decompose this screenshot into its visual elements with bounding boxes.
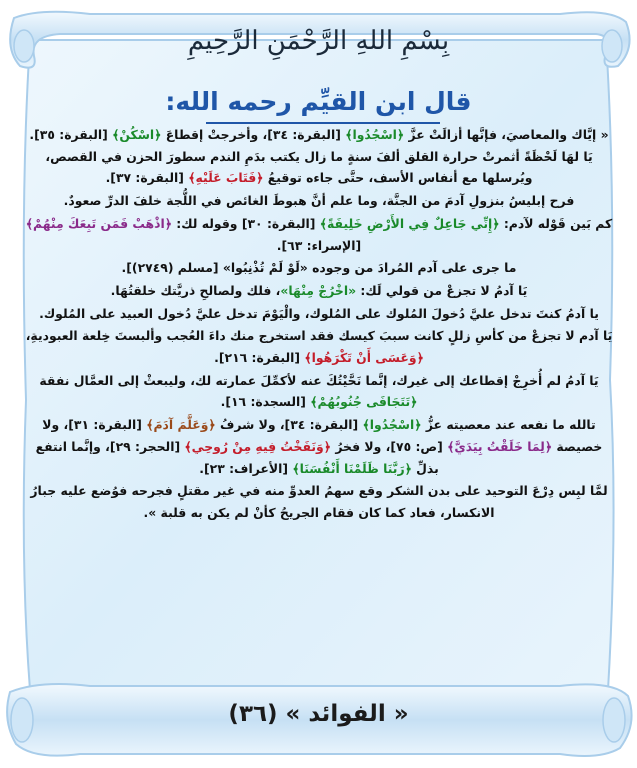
text-segment: [البقرة: ٣٧]. xyxy=(105,170,189,186)
quran-verse: ﴿اسْجُدُوا﴾ xyxy=(362,417,422,433)
text-segment: [الإسراء: ٦٣]. xyxy=(276,237,362,253)
text-segment: [البقرة: ٣١]، ولا خصيصة xyxy=(42,417,603,454)
text-segment: يَا آدمُ لم أُخرِجْ إقطاعك إلى غيرك، إنَّما نَحَّيْتُكَ عنه لأكمِّلَ عمارته لك، وليبعثْ إلى العمَّال نفقة xyxy=(39,372,599,388)
quote-body xyxy=(24,124,614,712)
quran-verse: ﴿رَبَّنَا ظَلَمْنَا أَنْفُسَنَا﴾ xyxy=(292,460,412,476)
source-citation: « الفوائد » (٣٦) xyxy=(228,701,409,727)
text-segment: [الأعراف: ٢٣]. xyxy=(199,460,293,476)
quran-verse: ﴿فَتَابَ عَلَيْهِ﴾ xyxy=(188,170,264,186)
paragraph xyxy=(24,303,614,325)
text-segment: تالله ما نفعه عند معصيته عزُّ xyxy=(421,417,596,433)
quran-verse: ﴿وَعَلَّمَ آدَمَ﴾ xyxy=(146,417,216,433)
quran-verse: ﴿تَتَجَافَى جُنُوبُهُمْ﴾ xyxy=(310,394,418,410)
text-segment: يَا آدمُ لا تجزعْ من قولي لَك: xyxy=(356,282,528,298)
text-segment: كم بَين قَوْله لآدم: xyxy=(499,215,613,231)
quran-verse: «اخْرُجْ مِنْهَا» xyxy=(280,282,357,298)
text-segment: يَا آدم لا تجزعْ من كأسِ زللٍ كانت سببَ كيسك فقد استخرج منك داءَ العُجب وألبستَ خِلعة العبوديةِ، xyxy=(25,328,613,344)
quran-verse: ﴿اسْكُنْ﴾ xyxy=(112,127,162,142)
quran-verse: ﴿اذْهَبْ فَمَن تَبِعَكَ مِنْهُمْ﴾ xyxy=(25,215,172,231)
quran-verse: ﴿وَنَفَخْتُ فِيهِ مِنْ رُوحِي﴾ xyxy=(184,438,332,454)
text-segment: [الحجر: ٢٩]، وإنَّما انتفع بذلِّ xyxy=(35,438,439,476)
text-segment: يا آدمُ كنتَ تدخل عليَّ دُخولَ المُلوك على المُلوك، والْيَوْمَ تدخل عليَّ دُخول العبيد على المُلوك. xyxy=(39,305,599,321)
page-title: قال ابن القيِّم رحمه الله: xyxy=(165,87,472,116)
text-segment: فرح إبليسُ بنزولِ آدمَ من الجنَّة، وما علم أنَّ هبوطَ الغائص في اللُّجة خلفَ الدرِّ صعودٌ. xyxy=(63,193,575,209)
paragraph xyxy=(24,190,614,212)
quran-verse: ﴿اسْجُدُوا﴾ xyxy=(345,127,405,142)
quran-verse: ﴿إِنِّي جَاعِلٌ فِي الأَرْضِ خَلِيفَةً﴾ xyxy=(319,215,500,231)
text-segment: [البقرة: ٣٥]. يَا لهَا لَحْظَةً أثمرتْ حرارة القلق ألفَ سنةٍ ما زال يكتب بدَمِ الندم سطورَ الحزن في القصص، ويُرسلها مع أنفاس الأسف، حتَّى جاءه توقيعُ xyxy=(29,127,593,186)
text-segment: [البقرة: ٣٤]، وأخرجتْ إقطاعَ xyxy=(161,127,346,142)
paragraph xyxy=(24,124,614,189)
text-segment: ، فلك ولصالحِ ذريَّتك خلقتُهَا. xyxy=(110,282,281,298)
paragraph xyxy=(24,325,614,368)
paragraph xyxy=(24,370,614,413)
paragraph xyxy=(24,257,614,279)
paragraph xyxy=(24,414,614,479)
paragraph xyxy=(24,480,614,523)
quran-verse: ﴿وَعَسَى أَنْ تَكْرَهُوا﴾ xyxy=(304,350,424,366)
text-segment: « إيَّاك والمعاصيَ، فإنَّها أزالَتْ عزَّ xyxy=(404,127,609,142)
text-segment: ما جرى على آدم المُرادَ من وجوده «لَوْ لَمْ تُذْنِبُوا» [مسلم (٢٧٤٩)]. xyxy=(121,260,517,276)
text-segment: [البقرة: ٣٤]، ولا شرفُ xyxy=(215,417,363,433)
text-segment: [السجدة: ١٦]. xyxy=(220,394,311,410)
paragraph xyxy=(24,213,614,256)
paragraph xyxy=(24,280,614,302)
text-segment: [البقرة: ٣٠] وقوله لك: xyxy=(171,215,320,231)
text-segment: [البقرة: ٢١٦]. xyxy=(214,350,305,366)
quran-verse: ﴿لِمَا خَلَقْتُ بِيَدَيَّ﴾ xyxy=(447,438,553,454)
text-segment: لمَّا لبِس دِرْعَ التوحيد على بدن الشكر وقع سهمُ العدوِّ منه في غير مقتلٍ فجرحه فوُضع عليه جبارُ الانكسار، فعاد كما كان فقام الجريحُ كأنْ لم يكن به قلبة ». xyxy=(30,483,608,520)
basmala-calligraphy: بِسْمِ اللهِ الرَّحْمَنِ الرَّحِيمِ xyxy=(187,26,450,56)
text-segment: [ص: ٧٥]، ولا فخرُ xyxy=(331,438,448,454)
